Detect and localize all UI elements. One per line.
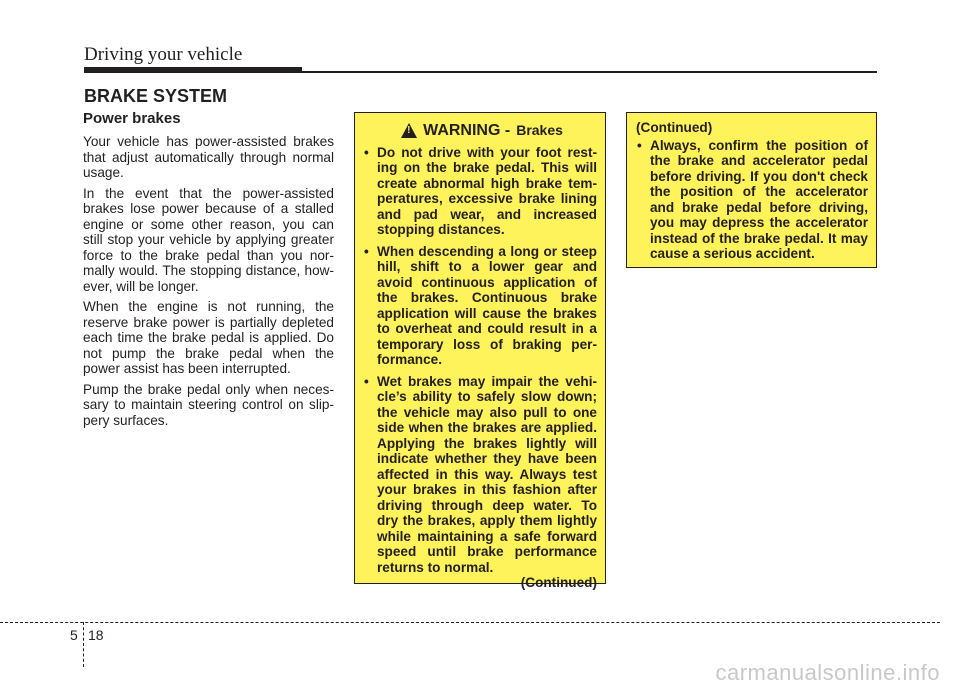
- list-item: [636, 138, 868, 262]
- paragraph: When the engine is not running, the reserve brake power is partially depleted each time the brake pedal is applied. Do not pump the brake pedal when the power assist has been interrupted.: [83, 299, 334, 376]
- warning-subject: Brakes: [516, 122, 563, 138]
- bullet-icon: •: [637, 137, 642, 153]
- chapter-number: 5: [70, 627, 78, 643]
- header-title: Driving your vehicle: [84, 44, 243, 65]
- bullet-icon: •: [364, 373, 369, 389]
- list-item-text: When descending a long or steep hill, shift to a lower gear and avoid continuous application of the brakes. Continuous brake application will cause the brakes to overheat and could result in a temporary loss of braking per-formance.: [377, 243, 597, 367]
- continued-label: (Continued): [636, 120, 713, 135]
- page-number: 18: [88, 627, 104, 643]
- bullet-icon: •: [364, 144, 369, 160]
- list-item: [363, 374, 597, 576]
- header-rule-thick: [84, 67, 302, 73]
- list-item: [363, 244, 597, 368]
- list-item-text: Always, confirm the position of the brake and accelerator pedal before driving. If you don't check the position of the accelerator and brake pedal before driving, you may depress the accelerator instead of the brake pedal. It may cause a serious accident.: [650, 137, 868, 261]
- continued-list: [636, 138, 868, 262]
- power-brakes-heading: Power brakes: [83, 110, 181, 127]
- warning-box: [354, 112, 606, 590]
- list-item-text: Do not drive with your foot rest-ing on the brake pedal. This will create abnormal high brake tem-peratures, excessive brake lining and pad wear, and increased stopping distances.: [377, 144, 597, 237]
- warning-word: WARNING -: [423, 122, 511, 139]
- header-rule-thin: [302, 71, 877, 73]
- continued-warning-box: [626, 112, 877, 268]
- footer-vertical-divider: [83, 622, 84, 667]
- paragraph: In the event that the power-assisted brakes lose power because of a stalled engine or some other reason, you can still stop your vehicle by applying greater force to the brake pedal than you nor-mally would. The stopping distance, how-ever, will be longer.: [83, 185, 334, 294]
- bullet-icon: •: [364, 243, 369, 259]
- footer-divider: [0, 622, 940, 623]
- power-brakes-column: [83, 110, 334, 433]
- watermark: carmanualsonline.info: [715, 660, 940, 685]
- warning-header: [367, 123, 597, 139]
- warning-triangle-icon: !: [401, 123, 417, 138]
- section-title: BRAKE SYSTEM: [84, 86, 228, 106]
- list-item: [363, 145, 597, 238]
- warning-list: [363, 145, 597, 576]
- paragraph: Your vehicle has power-assisted brakes that adjust automatically through normal usage.: [83, 134, 334, 180]
- paragraph: Pump the brake pedal only when neces-sary to maintain steering control on slip-pery surfaces.: [83, 381, 334, 428]
- list-item-text: Wet brakes may impair the vehi-cle’s ability to safely slow down; the vehicle may also pull to one side when the brakes are applied. Applying the brakes lightly will indicate whether they have been affected in this way. Always test your brakes in this fashion after driving through deep water. To dry the brakes, apply them lightly while maintaining a safe forward speed until brake performance returns to normal.: [377, 373, 597, 575]
- continued-label: (Continued): [520, 575, 597, 590]
